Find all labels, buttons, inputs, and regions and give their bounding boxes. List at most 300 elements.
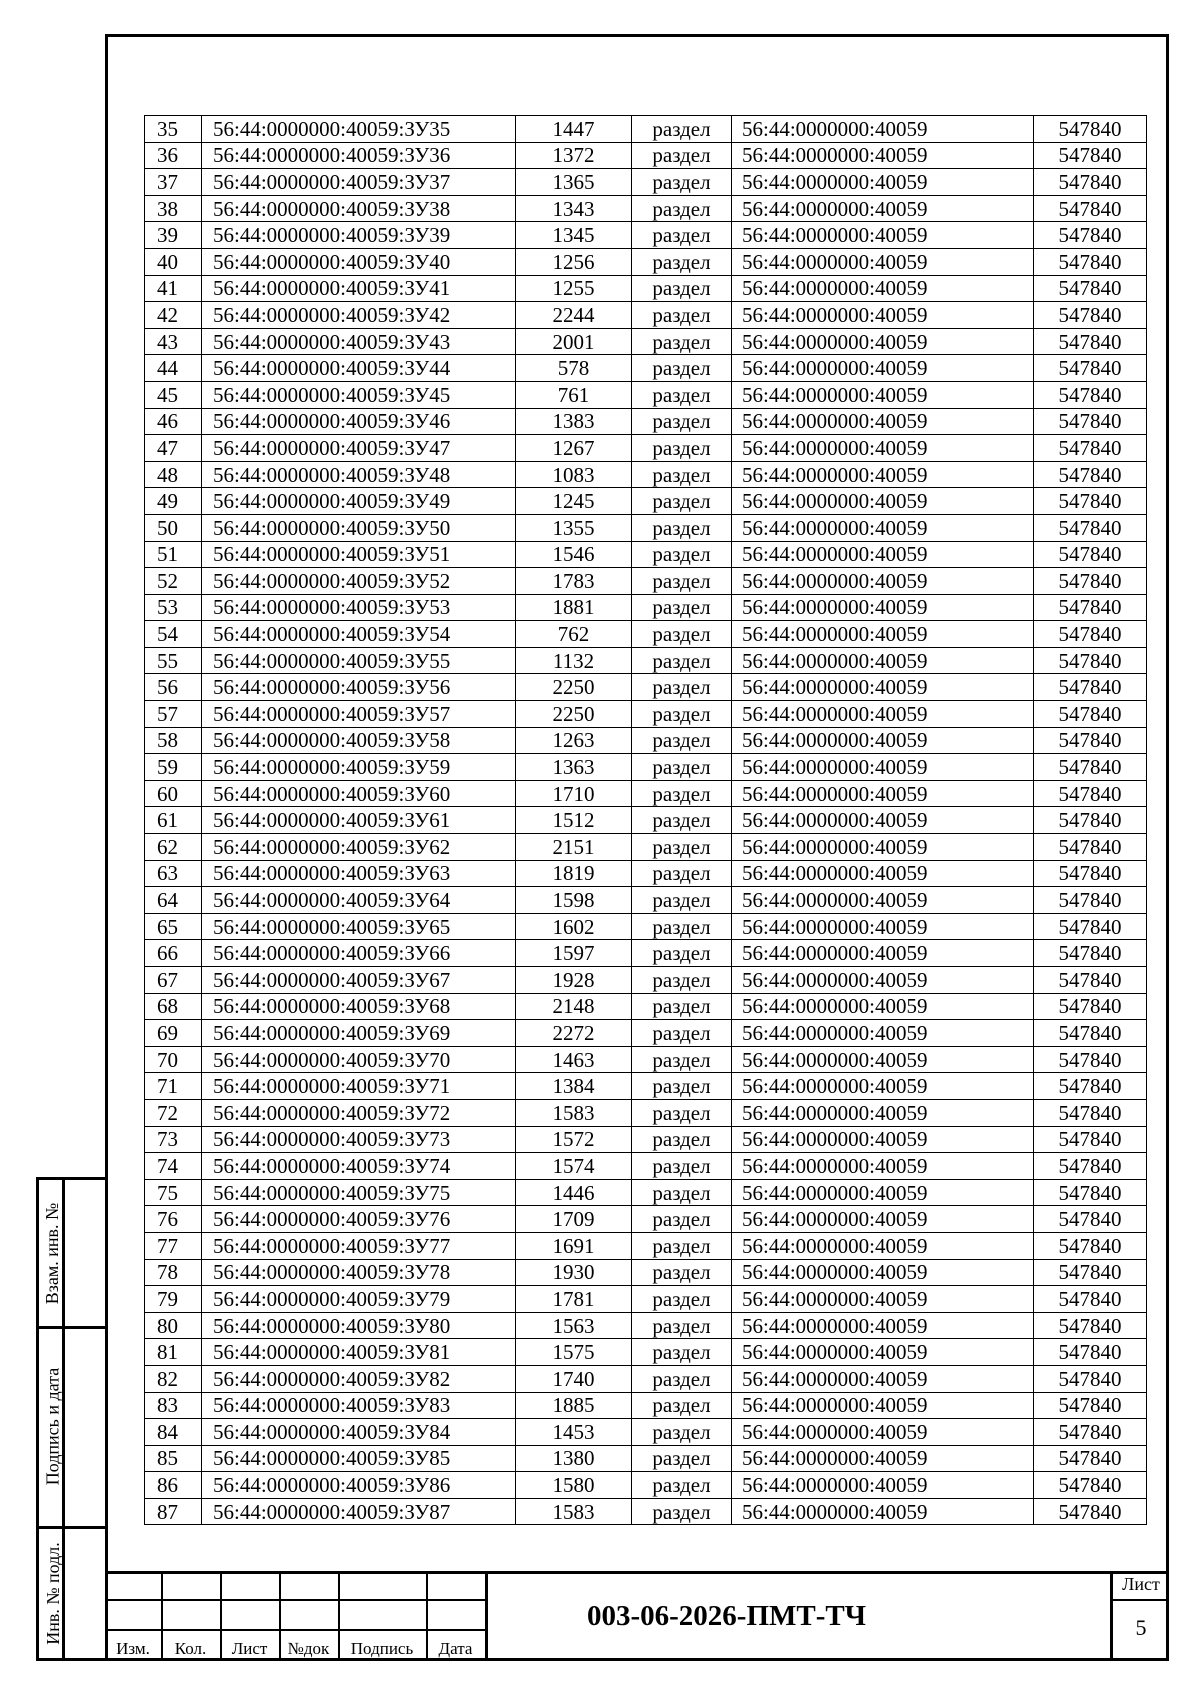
side-label-inv-text: Инв. № подл. bbox=[42, 1542, 63, 1645]
parcel-area: 578 bbox=[516, 355, 632, 382]
row-number: 85 bbox=[145, 1445, 202, 1472]
row-number: 66 bbox=[145, 940, 202, 967]
table-row bbox=[145, 1046, 1147, 1073]
row-number: 74 bbox=[145, 1153, 202, 1180]
sheet-divider bbox=[1113, 1599, 1169, 1601]
parent-parcel: 56:44:0000000:40059 bbox=[732, 1286, 1034, 1313]
operation-type: раздел bbox=[632, 1445, 732, 1472]
parcel-code: 56:44:0000000:40059:ЗУ77 bbox=[202, 1232, 516, 1259]
parcel-area: 1930 bbox=[516, 1259, 632, 1286]
parcel-code: 56:44:0000000:40059:ЗУ63 bbox=[202, 860, 516, 887]
operation-type: раздел bbox=[632, 780, 732, 807]
parcel-code: 56:44:0000000:40059:ЗУ62 bbox=[202, 834, 516, 861]
parent-parcel: 56:44:0000000:40059 bbox=[732, 1445, 1034, 1472]
parent-parcel: 56:44:0000000:40059 bbox=[732, 275, 1034, 302]
col-podpis-label: Подпись bbox=[350, 1639, 414, 1658]
table-row bbox=[145, 860, 1147, 887]
parcel-code: 56:44:0000000:40059:ЗУ48 bbox=[202, 461, 516, 488]
parcel-code: 56:44:0000000:40059:ЗУ70 bbox=[202, 1046, 516, 1073]
operation-type: раздел bbox=[632, 1312, 732, 1339]
table-row bbox=[145, 461, 1147, 488]
parcel-area: 2244 bbox=[516, 302, 632, 329]
operation-type: раздел bbox=[632, 727, 732, 754]
parcel-code: 56:44:0000000:40059:ЗУ50 bbox=[202, 514, 516, 541]
row-number: 79 bbox=[145, 1286, 202, 1313]
parcel-area: 1132 bbox=[516, 647, 632, 674]
parcel-area: 1453 bbox=[516, 1419, 632, 1446]
parcel-area: 1365 bbox=[516, 169, 632, 196]
parent-parcel: 56:44:0000000:40059 bbox=[732, 248, 1034, 275]
table-row bbox=[145, 940, 1147, 967]
parcel-area: 1355 bbox=[516, 514, 632, 541]
operation-type: раздел bbox=[632, 1126, 732, 1153]
operation-type: раздел bbox=[632, 514, 732, 541]
row-number: 39 bbox=[145, 222, 202, 249]
parcel-area: 1580 bbox=[516, 1472, 632, 1499]
table-row bbox=[145, 1179, 1147, 1206]
value-cell: 547840 bbox=[1034, 1020, 1147, 1047]
col-ndok-label: №док bbox=[287, 1639, 330, 1658]
operation-type: раздел bbox=[632, 621, 732, 648]
operation-type: раздел bbox=[632, 1020, 732, 1047]
operation-type: раздел bbox=[632, 647, 732, 674]
parent-parcel: 56:44:0000000:40059 bbox=[732, 727, 1034, 754]
value-cell: 547840 bbox=[1034, 1312, 1147, 1339]
operation-type: раздел bbox=[632, 461, 732, 488]
parent-parcel: 56:44:0000000:40059 bbox=[732, 541, 1034, 568]
row-number: 54 bbox=[145, 621, 202, 648]
parcel-area: 1691 bbox=[516, 1232, 632, 1259]
row-number: 59 bbox=[145, 754, 202, 781]
parent-parcel: 56:44:0000000:40059 bbox=[732, 1339, 1034, 1366]
operation-type: раздел bbox=[632, 913, 732, 940]
parcel-area: 1345 bbox=[516, 222, 632, 249]
side-stamp bbox=[36, 1177, 108, 1661]
parcel-code: 56:44:0000000:40059:ЗУ36 bbox=[202, 142, 516, 169]
table-row bbox=[145, 248, 1147, 275]
parent-parcel: 56:44:0000000:40059 bbox=[732, 1073, 1034, 1100]
row-number: 77 bbox=[145, 1232, 202, 1259]
value-cell: 547840 bbox=[1034, 461, 1147, 488]
value-cell: 547840 bbox=[1034, 169, 1147, 196]
value-cell: 547840 bbox=[1034, 1099, 1147, 1126]
table-row bbox=[145, 1020, 1147, 1047]
parcel-area: 1563 bbox=[516, 1312, 632, 1339]
table-row bbox=[145, 1259, 1147, 1286]
table-row bbox=[145, 1472, 1147, 1499]
value-cell: 547840 bbox=[1034, 754, 1147, 781]
value-cell: 547840 bbox=[1034, 408, 1147, 435]
parcel-area: 1583 bbox=[516, 1498, 632, 1525]
parcel-area: 761 bbox=[516, 381, 632, 408]
parcel-code: 56:44:0000000:40059:ЗУ60 bbox=[202, 780, 516, 807]
parent-parcel: 56:44:0000000:40059 bbox=[732, 1365, 1034, 1392]
parcel-code: 56:44:0000000:40059:ЗУ86 bbox=[202, 1472, 516, 1499]
parcel-code: 56:44:0000000:40059:ЗУ41 bbox=[202, 275, 516, 302]
parcel-area: 1602 bbox=[516, 913, 632, 940]
parcel-code: 56:44:0000000:40059:ЗУ49 bbox=[202, 488, 516, 515]
table-row bbox=[145, 780, 1147, 807]
parent-parcel: 56:44:0000000:40059 bbox=[732, 940, 1034, 967]
table-row bbox=[145, 1099, 1147, 1126]
parcel-code: 56:44:0000000:40059:ЗУ71 bbox=[202, 1073, 516, 1100]
value-cell: 547840 bbox=[1034, 1445, 1147, 1472]
table-row bbox=[145, 674, 1147, 701]
operation-type: раздел bbox=[632, 328, 732, 355]
parcel-code: 56:44:0000000:40059:ЗУ37 bbox=[202, 169, 516, 196]
parcel-code: 56:44:0000000:40059:ЗУ84 bbox=[202, 1419, 516, 1446]
operation-type: раздел bbox=[632, 1419, 732, 1446]
row-number: 56 bbox=[145, 674, 202, 701]
value-cell: 547840 bbox=[1034, 887, 1147, 914]
table-row bbox=[145, 701, 1147, 728]
parcel-code: 56:44:0000000:40059:ЗУ44 bbox=[202, 355, 516, 382]
parcel-area: 1256 bbox=[516, 248, 632, 275]
table-row bbox=[145, 1445, 1147, 1472]
parcel-code: 56:44:0000000:40059:ЗУ66 bbox=[202, 940, 516, 967]
row-number: 46 bbox=[145, 408, 202, 435]
parent-parcel: 56:44:0000000:40059 bbox=[732, 461, 1034, 488]
row-number: 49 bbox=[145, 488, 202, 515]
col-kol-label: Кол. bbox=[174, 1639, 207, 1658]
parcel-area: 1383 bbox=[516, 408, 632, 435]
parcel-area: 1881 bbox=[516, 594, 632, 621]
operation-type: раздел bbox=[632, 116, 732, 143]
parent-parcel: 56:44:0000000:40059 bbox=[732, 222, 1034, 249]
table-row bbox=[145, 594, 1147, 621]
table-row bbox=[145, 435, 1147, 462]
sheet-label: Лист bbox=[1122, 1574, 1160, 1594]
operation-type: раздел bbox=[632, 195, 732, 222]
parent-parcel: 56:44:0000000:40059 bbox=[732, 1472, 1034, 1499]
row-number: 60 bbox=[145, 780, 202, 807]
parcel-code: 56:44:0000000:40059:ЗУ69 bbox=[202, 1020, 516, 1047]
operation-type: раздел bbox=[632, 275, 732, 302]
operation-type: раздел bbox=[632, 993, 732, 1020]
value-cell: 547840 bbox=[1034, 1073, 1147, 1100]
parcel-area: 1263 bbox=[516, 727, 632, 754]
parent-parcel: 56:44:0000000:40059 bbox=[732, 1126, 1034, 1153]
parcel-code: 56:44:0000000:40059:ЗУ39 bbox=[202, 222, 516, 249]
operation-type: раздел bbox=[632, 1099, 732, 1126]
value-cell: 547840 bbox=[1034, 222, 1147, 249]
operation-type: раздел bbox=[632, 1073, 732, 1100]
row-number: 84 bbox=[145, 1419, 202, 1446]
table-row bbox=[145, 754, 1147, 781]
parent-parcel: 56:44:0000000:40059 bbox=[732, 701, 1034, 728]
value-cell: 547840 bbox=[1034, 1392, 1147, 1419]
parcel-code: 56:44:0000000:40059:ЗУ72 bbox=[202, 1099, 516, 1126]
table-row bbox=[145, 1286, 1147, 1313]
row-number: 42 bbox=[145, 302, 202, 329]
table-row bbox=[145, 1126, 1147, 1153]
parcel-code: 56:44:0000000:40059:ЗУ56 bbox=[202, 674, 516, 701]
parent-parcel: 56:44:0000000:40059 bbox=[732, 1312, 1034, 1339]
parcel-code: 56:44:0000000:40059:ЗУ58 bbox=[202, 727, 516, 754]
table-row bbox=[145, 647, 1147, 674]
col-izm-label: Изм. bbox=[116, 1639, 150, 1658]
operation-type: раздел bbox=[632, 1046, 732, 1073]
parent-parcel: 56:44:0000000:40059 bbox=[732, 647, 1034, 674]
parcel-code: 56:44:0000000:40059:ЗУ82 bbox=[202, 1365, 516, 1392]
operation-type: раздел bbox=[632, 435, 732, 462]
parcel-area: 2151 bbox=[516, 834, 632, 861]
parent-parcel: 56:44:0000000:40059 bbox=[732, 594, 1034, 621]
parcel-area: 1267 bbox=[516, 435, 632, 462]
parcel-area: 1574 bbox=[516, 1153, 632, 1180]
table-row bbox=[145, 993, 1147, 1020]
table-row bbox=[145, 1419, 1147, 1446]
value-cell: 547840 bbox=[1034, 381, 1147, 408]
parent-parcel: 56:44:0000000:40059 bbox=[732, 514, 1034, 541]
operation-type: раздел bbox=[632, 169, 732, 196]
parcel-area: 2250 bbox=[516, 701, 632, 728]
value-cell: 547840 bbox=[1034, 488, 1147, 515]
parcel-area: 1380 bbox=[516, 1445, 632, 1472]
table-row bbox=[145, 488, 1147, 515]
row-number: 50 bbox=[145, 514, 202, 541]
table-row bbox=[145, 408, 1147, 435]
row-number: 78 bbox=[145, 1259, 202, 1286]
parent-parcel: 56:44:0000000:40059 bbox=[732, 435, 1034, 462]
parcel-area: 1710 bbox=[516, 780, 632, 807]
parcel-code: 56:44:0000000:40059:ЗУ80 bbox=[202, 1312, 516, 1339]
table-row bbox=[145, 169, 1147, 196]
row-number: 73 bbox=[145, 1126, 202, 1153]
row-number: 44 bbox=[145, 355, 202, 382]
row-number: 57 bbox=[145, 701, 202, 728]
value-cell: 547840 bbox=[1034, 1206, 1147, 1233]
row-number: 82 bbox=[145, 1365, 202, 1392]
parcel-code: 56:44:0000000:40059:ЗУ47 bbox=[202, 435, 516, 462]
parcel-code: 56:44:0000000:40059:ЗУ35 bbox=[202, 116, 516, 143]
title-block-grid bbox=[105, 1571, 485, 1661]
row-number: 52 bbox=[145, 568, 202, 595]
parcel-code: 56:44:0000000:40059:ЗУ75 bbox=[202, 1179, 516, 1206]
parcel-area: 1363 bbox=[516, 754, 632, 781]
value-cell: 547840 bbox=[1034, 435, 1147, 462]
parent-parcel: 56:44:0000000:40059 bbox=[732, 142, 1034, 169]
parcel-code: 56:44:0000000:40059:ЗУ42 bbox=[202, 302, 516, 329]
parcel-code: 56:44:0000000:40059:ЗУ83 bbox=[202, 1392, 516, 1419]
parent-parcel: 56:44:0000000:40059 bbox=[732, 807, 1034, 834]
parcel-area: 1709 bbox=[516, 1206, 632, 1233]
table-row bbox=[145, 967, 1147, 994]
parcel-area: 1255 bbox=[516, 275, 632, 302]
operation-type: раздел bbox=[632, 1206, 732, 1233]
row-number: 76 bbox=[145, 1206, 202, 1233]
table-row bbox=[145, 514, 1147, 541]
sheet-box bbox=[1110, 1571, 1169, 1661]
value-cell: 547840 bbox=[1034, 248, 1147, 275]
row-number: 37 bbox=[145, 169, 202, 196]
parcel-area: 762 bbox=[516, 621, 632, 648]
value-cell: 547840 bbox=[1034, 328, 1147, 355]
table-row bbox=[145, 1153, 1147, 1180]
table-row bbox=[145, 1206, 1147, 1233]
operation-type: раздел bbox=[632, 302, 732, 329]
value-cell: 547840 bbox=[1034, 142, 1147, 169]
parent-parcel: 56:44:0000000:40059 bbox=[732, 967, 1034, 994]
parcel-area: 2250 bbox=[516, 674, 632, 701]
operation-type: раздел bbox=[632, 1286, 732, 1313]
parcel-code: 56:44:0000000:40059:ЗУ78 bbox=[202, 1259, 516, 1286]
parcel-code: 56:44:0000000:40059:ЗУ85 bbox=[202, 1445, 516, 1472]
table-row bbox=[145, 621, 1147, 648]
parcel-area: 1598 bbox=[516, 887, 632, 914]
title-block bbox=[105, 1571, 1169, 1661]
table-row bbox=[145, 1392, 1147, 1419]
value-cell: 547840 bbox=[1034, 674, 1147, 701]
parent-parcel: 56:44:0000000:40059 bbox=[732, 913, 1034, 940]
table-row bbox=[145, 913, 1147, 940]
operation-type: раздел bbox=[632, 541, 732, 568]
operation-type: раздел bbox=[632, 674, 732, 701]
parent-parcel: 56:44:0000000:40059 bbox=[732, 328, 1034, 355]
parcel-code: 56:44:0000000:40059:ЗУ55 bbox=[202, 647, 516, 674]
parent-parcel: 56:44:0000000:40059 bbox=[732, 621, 1034, 648]
parcels-table-body bbox=[145, 116, 1147, 1525]
operation-type: раздел bbox=[632, 940, 732, 967]
row-number: 67 bbox=[145, 967, 202, 994]
table-row bbox=[145, 1498, 1147, 1525]
parent-parcel: 56:44:0000000:40059 bbox=[732, 116, 1034, 143]
table-row bbox=[145, 541, 1147, 568]
value-cell: 547840 bbox=[1034, 860, 1147, 887]
table-row bbox=[145, 142, 1147, 169]
operation-type: раздел bbox=[632, 1472, 732, 1499]
table-row bbox=[145, 381, 1147, 408]
parcel-area: 1372 bbox=[516, 142, 632, 169]
parcel-code: 56:44:0000000:40059:ЗУ65 bbox=[202, 913, 516, 940]
operation-type: раздел bbox=[632, 967, 732, 994]
row-number: 58 bbox=[145, 727, 202, 754]
table-row bbox=[145, 275, 1147, 302]
document-code: 003-06-2026-ПМТ-ТЧ bbox=[485, 1571, 965, 1661]
value-cell: 547840 bbox=[1034, 1498, 1147, 1525]
parent-parcel: 56:44:0000000:40059 bbox=[732, 1259, 1034, 1286]
parcel-code: 56:44:0000000:40059:ЗУ81 bbox=[202, 1339, 516, 1366]
row-number: 86 bbox=[145, 1472, 202, 1499]
parcel-area: 1740 bbox=[516, 1365, 632, 1392]
parent-parcel: 56:44:0000000:40059 bbox=[732, 408, 1034, 435]
row-number: 63 bbox=[145, 860, 202, 887]
sheet-number: 5 bbox=[1135, 1615, 1147, 1640]
side-label-vzam bbox=[41, 1180, 65, 1326]
operation-type: раздел bbox=[632, 1259, 732, 1286]
value-cell: 547840 bbox=[1034, 1472, 1147, 1499]
value-cell: 547840 bbox=[1034, 1153, 1147, 1180]
operation-type: раздел bbox=[632, 1365, 732, 1392]
parcel-area: 1583 bbox=[516, 1099, 632, 1126]
value-cell: 547840 bbox=[1034, 355, 1147, 382]
parent-parcel: 56:44:0000000:40059 bbox=[732, 1046, 1034, 1073]
value-cell: 547840 bbox=[1034, 1126, 1147, 1153]
row-number: 47 bbox=[145, 435, 202, 462]
table-row bbox=[145, 834, 1147, 861]
value-cell: 547840 bbox=[1034, 1259, 1147, 1286]
value-cell: 547840 bbox=[1034, 302, 1147, 329]
row-number: 62 bbox=[145, 834, 202, 861]
row-number: 45 bbox=[145, 381, 202, 408]
table-row bbox=[145, 328, 1147, 355]
value-cell: 547840 bbox=[1034, 1419, 1147, 1446]
table-row bbox=[145, 1365, 1147, 1392]
operation-type: раздел bbox=[632, 488, 732, 515]
parcel-area: 1512 bbox=[516, 807, 632, 834]
parcel-area: 1597 bbox=[516, 940, 632, 967]
operation-type: раздел bbox=[632, 1153, 732, 1180]
value-cell: 547840 bbox=[1034, 1046, 1147, 1073]
parcel-area: 1546 bbox=[516, 541, 632, 568]
table-row bbox=[145, 302, 1147, 329]
operation-type: раздел bbox=[632, 860, 732, 887]
value-cell: 547840 bbox=[1034, 701, 1147, 728]
parcel-area: 1928 bbox=[516, 967, 632, 994]
parcel-code: 56:44:0000000:40059:ЗУ54 bbox=[202, 621, 516, 648]
table-row bbox=[145, 355, 1147, 382]
value-cell: 547840 bbox=[1034, 594, 1147, 621]
parent-parcel: 56:44:0000000:40059 bbox=[732, 1392, 1034, 1419]
row-number: 75 bbox=[145, 1179, 202, 1206]
value-cell: 547840 bbox=[1034, 780, 1147, 807]
parent-parcel: 56:44:0000000:40059 bbox=[732, 169, 1034, 196]
operation-type: раздел bbox=[632, 222, 732, 249]
table-row bbox=[145, 887, 1147, 914]
row-number: 68 bbox=[145, 993, 202, 1020]
parent-parcel: 56:44:0000000:40059 bbox=[732, 1099, 1034, 1126]
parent-parcel: 56:44:0000000:40059 bbox=[732, 993, 1034, 1020]
row-number: 43 bbox=[145, 328, 202, 355]
table-row bbox=[145, 222, 1147, 249]
parcel-code: 56:44:0000000:40059:ЗУ61 bbox=[202, 807, 516, 834]
parcel-area: 1446 bbox=[516, 1179, 632, 1206]
parent-parcel: 56:44:0000000:40059 bbox=[732, 834, 1034, 861]
parent-parcel: 56:44:0000000:40059 bbox=[732, 1020, 1034, 1047]
value-cell: 547840 bbox=[1034, 1365, 1147, 1392]
parent-parcel: 56:44:0000000:40059 bbox=[732, 1232, 1034, 1259]
operation-type: раздел bbox=[632, 834, 732, 861]
parent-parcel: 56:44:0000000:40059 bbox=[732, 887, 1034, 914]
parcel-code: 56:44:0000000:40059:ЗУ68 bbox=[202, 993, 516, 1020]
row-number: 41 bbox=[145, 275, 202, 302]
parcel-code: 56:44:0000000:40059:ЗУ38 bbox=[202, 195, 516, 222]
value-cell: 547840 bbox=[1034, 727, 1147, 754]
parcel-code: 56:44:0000000:40059:ЗУ52 bbox=[202, 568, 516, 595]
value-cell: 547840 bbox=[1034, 568, 1147, 595]
row-number: 81 bbox=[145, 1339, 202, 1366]
row-number: 35 bbox=[145, 116, 202, 143]
table-row bbox=[145, 807, 1147, 834]
value-cell: 547840 bbox=[1034, 275, 1147, 302]
value-cell: 547840 bbox=[1034, 913, 1147, 940]
parent-parcel: 56:44:0000000:40059 bbox=[732, 195, 1034, 222]
parcel-code: 56:44:0000000:40059:ЗУ87 bbox=[202, 1498, 516, 1525]
table-row bbox=[145, 1073, 1147, 1100]
value-cell: 547840 bbox=[1034, 1179, 1147, 1206]
row-number: 72 bbox=[145, 1099, 202, 1126]
row-number: 51 bbox=[145, 541, 202, 568]
parcel-code: 56:44:0000000:40059:ЗУ57 bbox=[202, 701, 516, 728]
parcel-area: 1447 bbox=[516, 116, 632, 143]
parcel-code: 56:44:0000000:40059:ЗУ51 bbox=[202, 541, 516, 568]
row-number: 83 bbox=[145, 1392, 202, 1419]
parent-parcel: 56:44:0000000:40059 bbox=[732, 1419, 1034, 1446]
row-number: 38 bbox=[145, 195, 202, 222]
operation-type: раздел bbox=[632, 568, 732, 595]
parcel-area: 1384 bbox=[516, 1073, 632, 1100]
parcel-area: 2001 bbox=[516, 328, 632, 355]
